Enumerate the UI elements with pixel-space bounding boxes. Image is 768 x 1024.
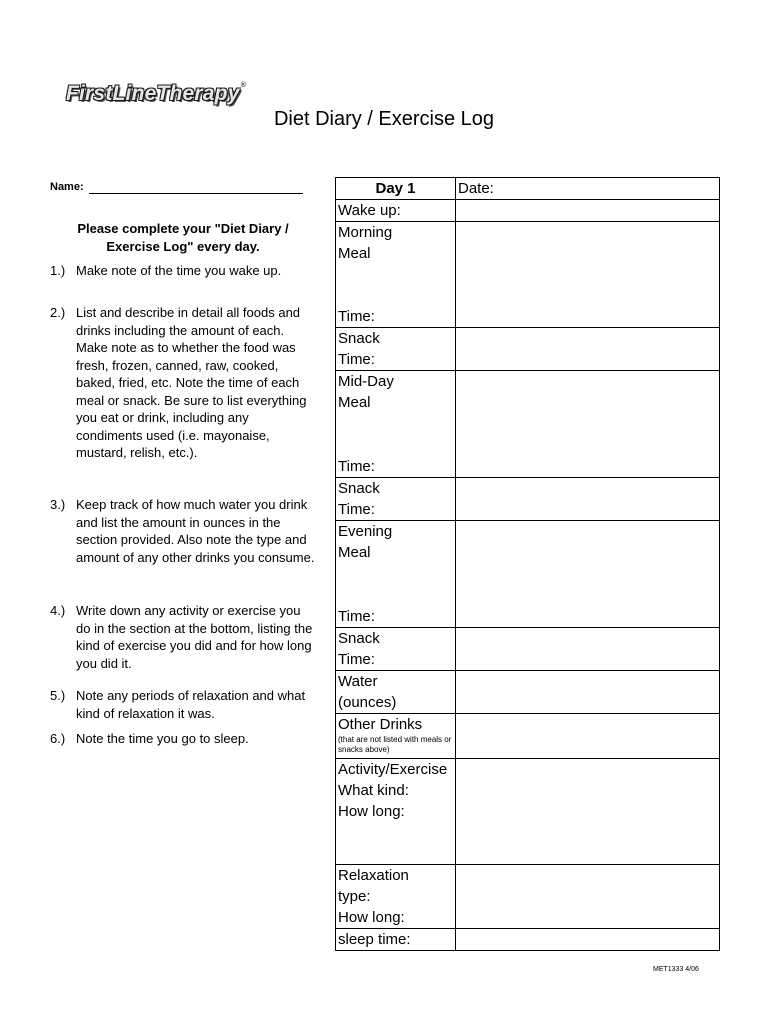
intro-text: Please complete your "Diet Diary / Exercise Log" every day. <box>77 221 289 254</box>
day-label: Day 1 <box>336 178 456 200</box>
table-row-morning-meal <box>336 222 720 328</box>
table-row-day <box>336 178 720 200</box>
instruction-2: 2.) List and describe in detail all foods and drinks including the amount of each. Make note as to whether the food was fresh, frozen, canned, raw, cooked, baked, fried, etc. Note the time of each meal or snack. Be sure to list everything you eat or drink, including any condiments used (i.e. mayonaise, mustard, relish, etc.). <box>50 305 307 460</box>
date-field[interactable]: Date: <box>456 178 720 200</box>
wake-up-field[interactable] <box>456 200 720 222</box>
name-line[interactable] <box>89 193 303 194</box>
firstline-therapy-logo: FirstLineTherapy® <box>66 82 246 105</box>
table-row-snack-3 <box>336 628 720 671</box>
snack-3-field[interactable] <box>456 628 720 671</box>
other-drinks-field[interactable] <box>456 714 720 759</box>
evening-meal-field[interactable] <box>456 521 720 628</box>
morning-meal-time-label: Time: <box>338 308 375 325</box>
table-row-wake <box>336 200 720 222</box>
sleep-time-field[interactable] <box>456 929 720 951</box>
table-row-evening-meal <box>336 521 720 628</box>
water-label: Water (ounces) <box>336 671 456 714</box>
relaxation-label: Relaxation type: How long: <box>336 865 456 929</box>
morning-meal-field[interactable] <box>456 222 720 328</box>
table-row-midday-meal <box>336 371 720 478</box>
table-row-water <box>336 671 720 714</box>
table-row-snack-2 <box>336 478 720 521</box>
activity-label: Activity/Exercise What kind: How long: <box>336 759 456 865</box>
midday-meal-label: Mid-Day Meal Time: <box>336 371 456 478</box>
other-drinks-note: (that are not listed with meals or snacks above) <box>338 735 452 754</box>
instruction-1: 1.) Make note of the time you wake up. <box>50 263 282 278</box>
snack-1-label: Snack Time: <box>336 328 456 371</box>
table-row-activity <box>336 759 720 865</box>
snack-2-field[interactable] <box>456 478 720 521</box>
instruction-6: 6.) Note the time you go to sleep. <box>50 731 249 746</box>
name-label: Name: <box>50 181 84 193</box>
activity-field[interactable] <box>456 759 720 865</box>
table-row-snack-1 <box>336 328 720 371</box>
other-drinks-label: Other Drinks (that are not listed with meals or snacks above) <box>336 714 456 759</box>
snack-1-field[interactable] <box>456 328 720 371</box>
midday-meal-time-label: Time: <box>338 458 375 475</box>
table-row-relaxation <box>336 865 720 929</box>
midday-meal-field[interactable] <box>456 371 720 478</box>
sleep-time-label: sleep time: <box>336 929 456 951</box>
relaxation-field[interactable] <box>456 865 720 929</box>
table-row-sleep <box>336 929 720 951</box>
instruction-3: 3.) Keep track of how much water you drink and list the amount in ounces in the section provided. Also note the type and amount of any other drinks you consume. <box>50 497 315 565</box>
evening-meal-time-label: Time: <box>338 608 375 625</box>
morning-meal-label: Morning Meal Time: <box>336 222 456 328</box>
page-title: Diet Diary / Exercise Log <box>273 108 495 130</box>
snack-3-label: Snack Time: <box>336 628 456 671</box>
instruction-5: 5.) Note any periods of relaxation and what kind of relaxation it was. <box>50 688 306 721</box>
snack-2-label: Snack Time: <box>336 478 456 521</box>
diet-log-table <box>335 177 720 951</box>
form-code: MET1333 4/06 <box>653 966 699 973</box>
instruction-4: 4.) Write down any activity or exercise you do in the section at the bottom, listing the kind of exercise you did and for how long you did it. <box>50 603 313 671</box>
wake-up-label: Wake up: <box>336 200 456 222</box>
table-row-other-drinks <box>336 714 720 759</box>
water-field[interactable] <box>456 671 720 714</box>
evening-meal-label: Evening Meal Time: <box>336 521 456 628</box>
